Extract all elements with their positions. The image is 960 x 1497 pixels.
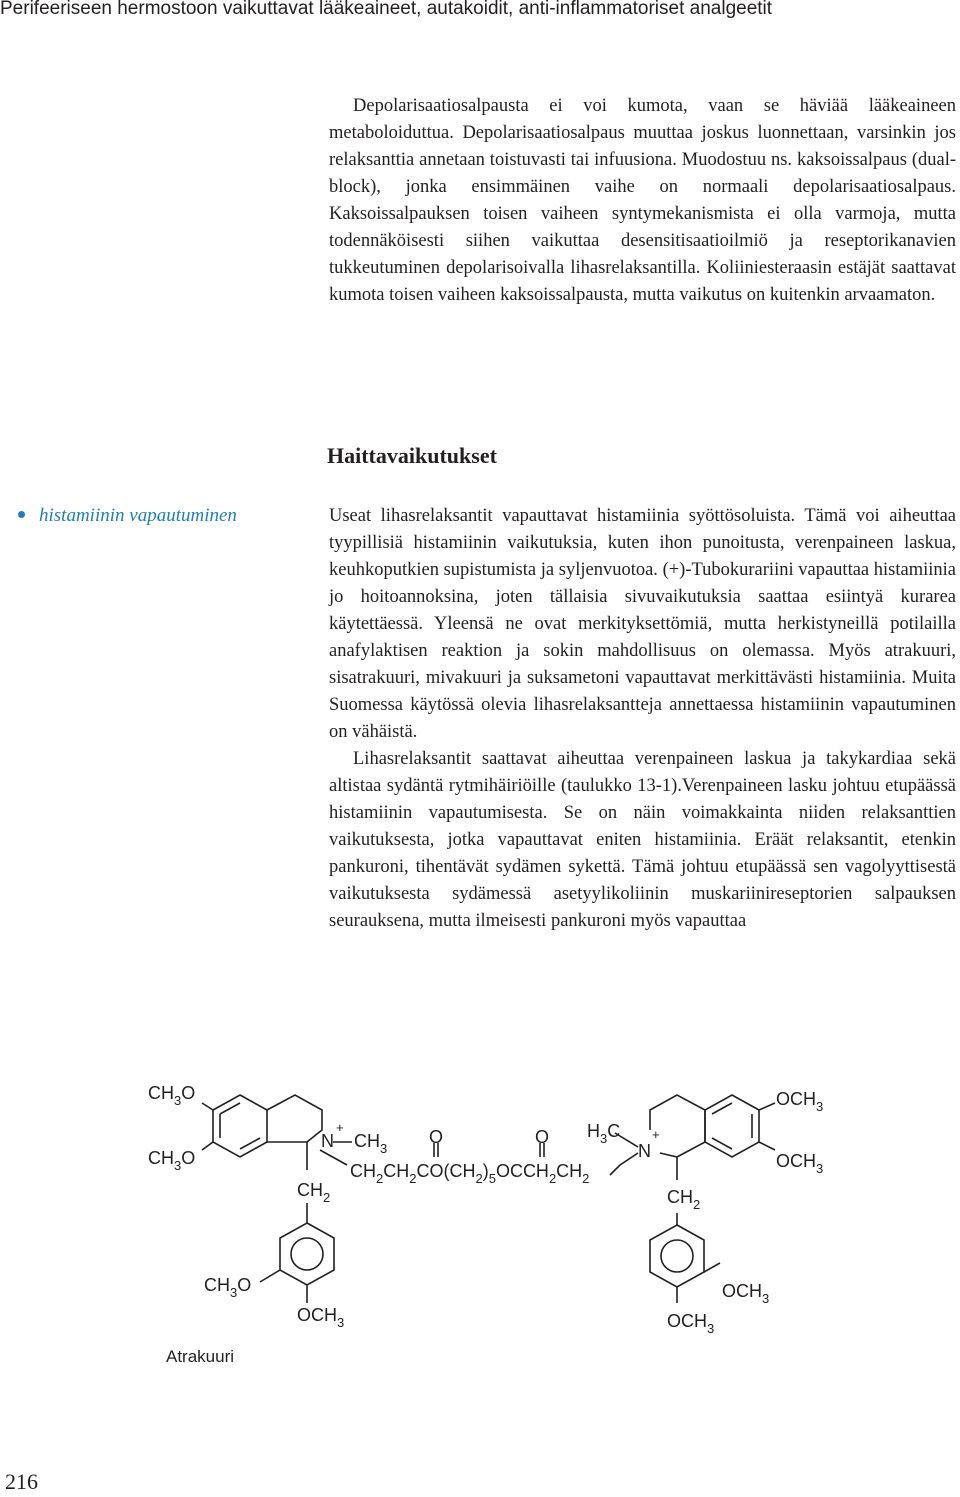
- margin-note-text: histamiinin vapautuminen: [39, 505, 237, 526]
- section-depolarization: [329, 93, 956, 309]
- right-ome-bond-bottom: [759, 1142, 775, 1150]
- label-och3-top-right: $OCH_3$: [776, 1089, 824, 1114]
- right-piperidine-ring: [650, 1095, 705, 1157]
- label-och3-lower-left: $OCH_3$: [297, 1305, 345, 1330]
- paragraph-histamine: Useat lihasrelaksantit vapauttavat histamiinia syöttösoluista. Tämä voi aiheuttaa tyypillisiä histamiinin vaikutuksia, kuten ihon punoitusta, verenpaineen laskua, keuhkoputkien supistumista ja syljenvuotoa. (+)-Tubokurariini vapauttaa histamiinia jo hoitoannoksina, joten tällaisia sivuvaikutuksia saattaa esiintyä kurarea käytettäessä. Yleensä ne ovat merkityksettömiä, mutta herkistyneillä potilailla anafylaktisen reaktion ja sokin mahdollisuus on olemassa. Myös atrakuuri, sisatrakuuri, mivakuuri ja suksametoni vapauttavat merkittävästi histamiinia. Muita Suomessa käytössä olevia lihasrelaksantteja annettaessa histamiinin vapautuminen on vähäistä.: [329, 506, 956, 742]
- label-left-plus: +: [336, 1120, 344, 1135]
- margin-note: [18, 505, 237, 527]
- label-och3-lower-right-bottom: $OCH_3$: [667, 1311, 715, 1336]
- label-chain: $CH_2CH_2CO(CH_2)_5OCCH_2CH_2$: [350, 1161, 590, 1186]
- label-right-plus: +: [652, 1127, 660, 1142]
- label-right-h3c: $H_3C$: [587, 1121, 621, 1146]
- label-right-n: N: [638, 1141, 651, 1161]
- right-lower-ome-bond-1: [704, 1263, 720, 1272]
- right-n-bond: [660, 1153, 677, 1157]
- left-lower-ome-bond-1: [260, 1270, 280, 1282]
- left-ome-bond-top: [202, 1103, 213, 1110]
- right-lower-benzene-ring: [650, 1225, 704, 1287]
- left-ome-bond-bottom: [202, 1142, 213, 1150]
- label-left-n: N: [321, 1131, 334, 1151]
- figure-caption: Atrakuuri: [166, 1347, 235, 1366]
- bullet-icon: [18, 511, 25, 518]
- label-right-ch2: $CH_2$: [667, 1187, 701, 1212]
- label-carbonyl-o-right: O: [535, 1127, 550, 1147]
- page-number: 216: [5, 1469, 38, 1494]
- right-ome-bond-top: [759, 1103, 775, 1110]
- label-och3-lower-right-top: $OCH_3$: [722, 1281, 770, 1306]
- label-left-ch2: $CH_2$: [297, 1180, 331, 1205]
- left-benzene-ring: [213, 1095, 267, 1157]
- left-piperidine-ring: [267, 1095, 322, 1142]
- paragraph-blood-pressure: Lihasrelaksantit saattavat aiheuttaa verenpaineen laskua ja takykardiaa sekä altistaa sydäntä rytmihäiriöille (taulukko 13-1).Verenpaineen lasku johtuu etupäässä histamiinin vapautumisesta. Se on näin voimakkainta niiden relaksanttien vaikutuksesta, jotka vapauttavat eniten histamiinia. Eräät relaksantit, etenkin pankuroni, tihentävät sydämen sykettä. Tämä johtuu etupäässä sen vagolyyttisestä vaikutuksesta sydämessä asetyylikoliinin muskariinireseptorien salpauksen seurauksena, mutta ilmeisesti pankuroni myös vapauttaa: [329, 749, 956, 931]
- left-lower-benzene-ring: [280, 1223, 334, 1285]
- right-chain-bond: [610, 1153, 638, 1175]
- label-left-nmethyl: $CH_3$: [354, 1131, 388, 1156]
- section-heading: Haittavaikutukset: [327, 443, 497, 468]
- left-lower-aromatic-circle: [291, 1238, 323, 1270]
- label-ch3o-bottom-left: $CH_3O$: [148, 1148, 196, 1173]
- label-carbonyl-o-left: O: [429, 1127, 444, 1147]
- right-benzene-ring: [705, 1095, 759, 1157]
- label-ch3o-lower-left: $CH_3O$: [204, 1275, 252, 1300]
- right-lower-aromatic-circle: [661, 1240, 693, 1272]
- running-head: Perifeeriseen hermostoon vaikuttavat lääkeaineet, autakoidit, anti-inflammatoriset analgeetit: [0, 0, 773, 19]
- paragraph-depolarization: Depolarisaatiosalpausta ei voi kumota, vaan se häviää lääkeaineen metaboloiduttua. Depolarisaatiosalpaus muuttaa joskus luonnettaan, varsinkin jos relaksanttia annetaan toistuvasti tai infuusiona. Muodostuu ns. kaksoissalpaus (dual-block), jonka ensimmäinen vaihe on normaali depolarisaatiosalpaus. Kaksoissalpauksen toisen vaiheen syntymekanismista ei olla varmoja, mutta todennäköisesti siihen vaikuttaa desensitisaatioilmiö ja reseptorikanavien tukkeutuminen depolarisoivalla lihasrelaksantilla. Koliiniesteraasin estäjät saattavat kumota toisen vaiheen kaksoissalpausta, mutta vaikutus on kuitenkin arvaamaton.: [329, 96, 956, 305]
- left-chain-bond: [320, 1150, 347, 1165]
- label-ch3o-top-left: $CH_3O$: [148, 1083, 196, 1108]
- section-side-effects: [329, 503, 956, 935]
- label-och3-bottom-right: $OCH_3$: [776, 1151, 824, 1176]
- atracurium-structure: [140, 1075, 840, 1395]
